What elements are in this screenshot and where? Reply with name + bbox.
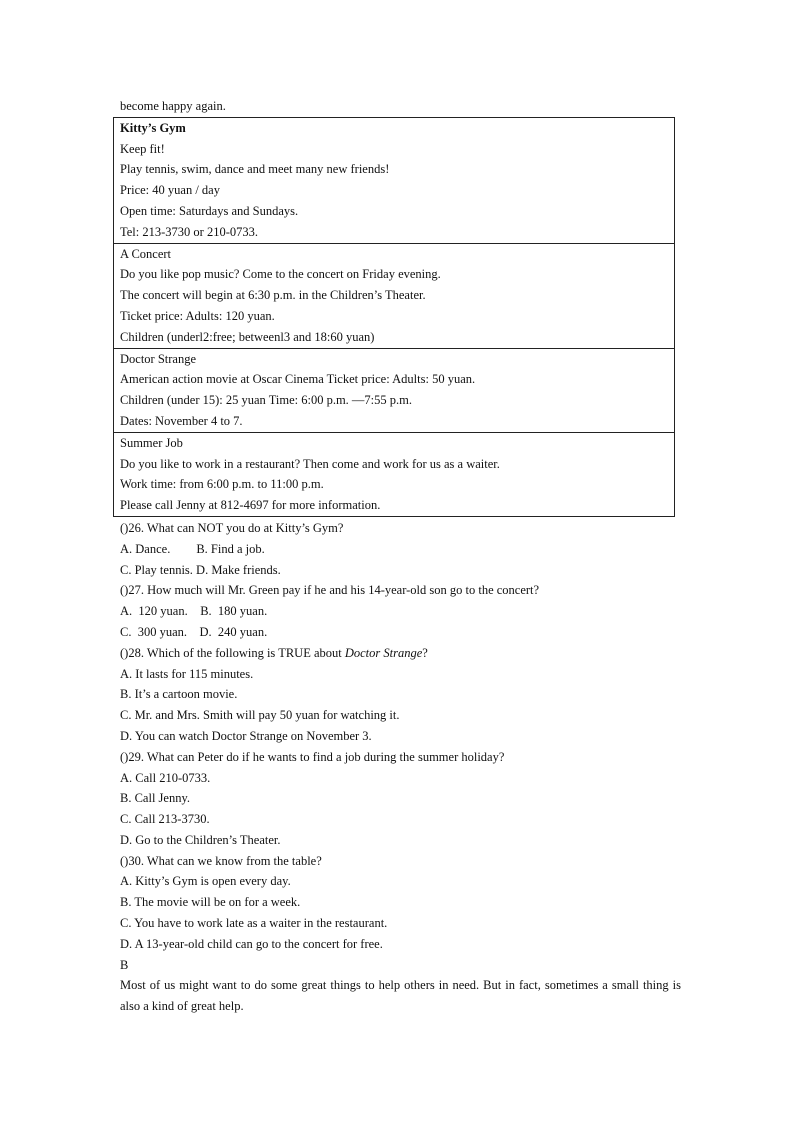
question-29-option-a: A. Call 210-0733. <box>120 770 211 785</box>
ad-cell-job <box>114 432 675 516</box>
previous-passage-ending: become happy again. <box>120 99 226 113</box>
stem-text: ()28. Which of the following is TRUE about <box>120 645 345 660</box>
ad-line: Do you like pop music? Come to the concert on Friday evening. <box>120 267 441 282</box>
question-29-stem: ()29. What can Peter do if he wants to find a job during the summer holiday? <box>120 749 505 764</box>
ad-title-gym: Kitty’s Gym <box>120 120 186 135</box>
ad-line: Do you like to work in a restaurant? Then come and work for us as a waiter. <box>120 456 500 471</box>
ad-line: Dates: November 4 to 7. <box>120 413 243 428</box>
ad-title-job: Summer Job <box>120 435 183 450</box>
question-27-stem: ()27. How much will Mr. Green pay if he and his 14-year-old son go to the concert? <box>120 583 540 598</box>
ad-row-job <box>114 432 675 516</box>
ads-table <box>113 117 675 517</box>
question-26-options-cd: C. Play tennis. D. Make friends. <box>120 562 281 577</box>
ad-line: Keep fit! <box>120 141 165 156</box>
question-30-option-d: D. A 13-year-old child can go to the concert for free. <box>120 936 383 951</box>
question-28-option-d: D. You can watch Doctor Strange on November 3. <box>120 728 372 743</box>
question-30-option-a: A. Kitty’s Gym is open every day. <box>120 874 291 889</box>
question-29-option-d: D. Go to the Children’s Theater. <box>120 832 281 847</box>
question-29-option-b: B. Call Jenny. <box>120 791 191 806</box>
option-b: B. Find a job. <box>196 541 265 556</box>
ad-line: Children (under 15): 25 yuan Time: 6:00 p.m. —7:55 p.m. <box>120 393 413 408</box>
option-a: A. Dance. <box>120 541 171 556</box>
question-28-option-a: A. It lasts for 115 minutes. <box>120 666 254 681</box>
ad-title-concert: A Concert <box>120 246 172 261</box>
question-26-stem: ()26. What can NOT you do at Kitty’s Gym? <box>120 520 344 535</box>
ad-line: Please call Jenny at 812-4697 for more information. <box>120 498 381 513</box>
question-27-options-cd: C. 300 yuan. D. 240 yuan. <box>120 624 268 639</box>
ad-line: The concert will begin at 6:30 p.m. in the Children’s Theater. <box>120 288 426 303</box>
ad-line: Play tennis, swim, dance and meet many new friends! <box>120 162 390 177</box>
document-page <box>120 96 681 1017</box>
section-b-heading: B <box>120 957 129 972</box>
question-26-options-ab <box>120 539 681 560</box>
ad-cell-movie <box>114 348 675 432</box>
ad-line: Open time: Saturdays and Sundays. <box>120 203 299 218</box>
ad-line: Tel: 213-3730 or 210-0733. <box>120 224 258 239</box>
ad-row-concert <box>114 243 675 348</box>
ad-line: Children (underl2:free; betweenl3 and 18:60 yuan) <box>120 329 375 344</box>
question-30-stem: ()30. What can we know from the table? <box>120 853 322 868</box>
ad-line: Ticket price: Adults: 120 yuan. <box>120 308 275 323</box>
ad-line: Price: 40 yuan / day <box>120 183 220 198</box>
ad-line: Work time: from 6:00 p.m. to 11:00 p.m. <box>120 477 324 492</box>
ad-row-movie <box>114 348 675 432</box>
ad-title-movie: Doctor Strange <box>120 351 197 366</box>
ad-cell-concert <box>114 243 675 348</box>
stem-end: ? <box>422 645 428 660</box>
question-30-option-c: C. You have to work late as a waiter in the restaurant. <box>120 916 388 931</box>
ad-row-gym <box>114 117 675 243</box>
question-28-option-c: C. Mr. and Mrs. Smith will pay 50 yuan for watching it. <box>120 708 400 723</box>
question-28-option-b: B. It’s a cartoon movie. <box>120 687 238 702</box>
ad-line: American action movie at Oscar Cinema Ticket price: Adults: 50 yuan. <box>120 372 476 387</box>
question-30-option-b: B. The movie will be on for a week. <box>120 895 301 910</box>
question-29-option-c: C. Call 213-3730. <box>120 812 210 827</box>
question-28-stem <box>120 643 681 664</box>
ad-cell-gym <box>114 117 675 243</box>
movie-title-italic: Doctor Strange <box>344 645 423 660</box>
section-b-paragraph: Most of us might want to do some great things to help others in need. But in fact, sometimes a small thing is also a kind of great help. <box>120 978 681 1014</box>
question-27-options-ab: A. 120 yuan. B. 180 yuan. <box>120 604 268 619</box>
questions-section <box>120 518 681 1017</box>
